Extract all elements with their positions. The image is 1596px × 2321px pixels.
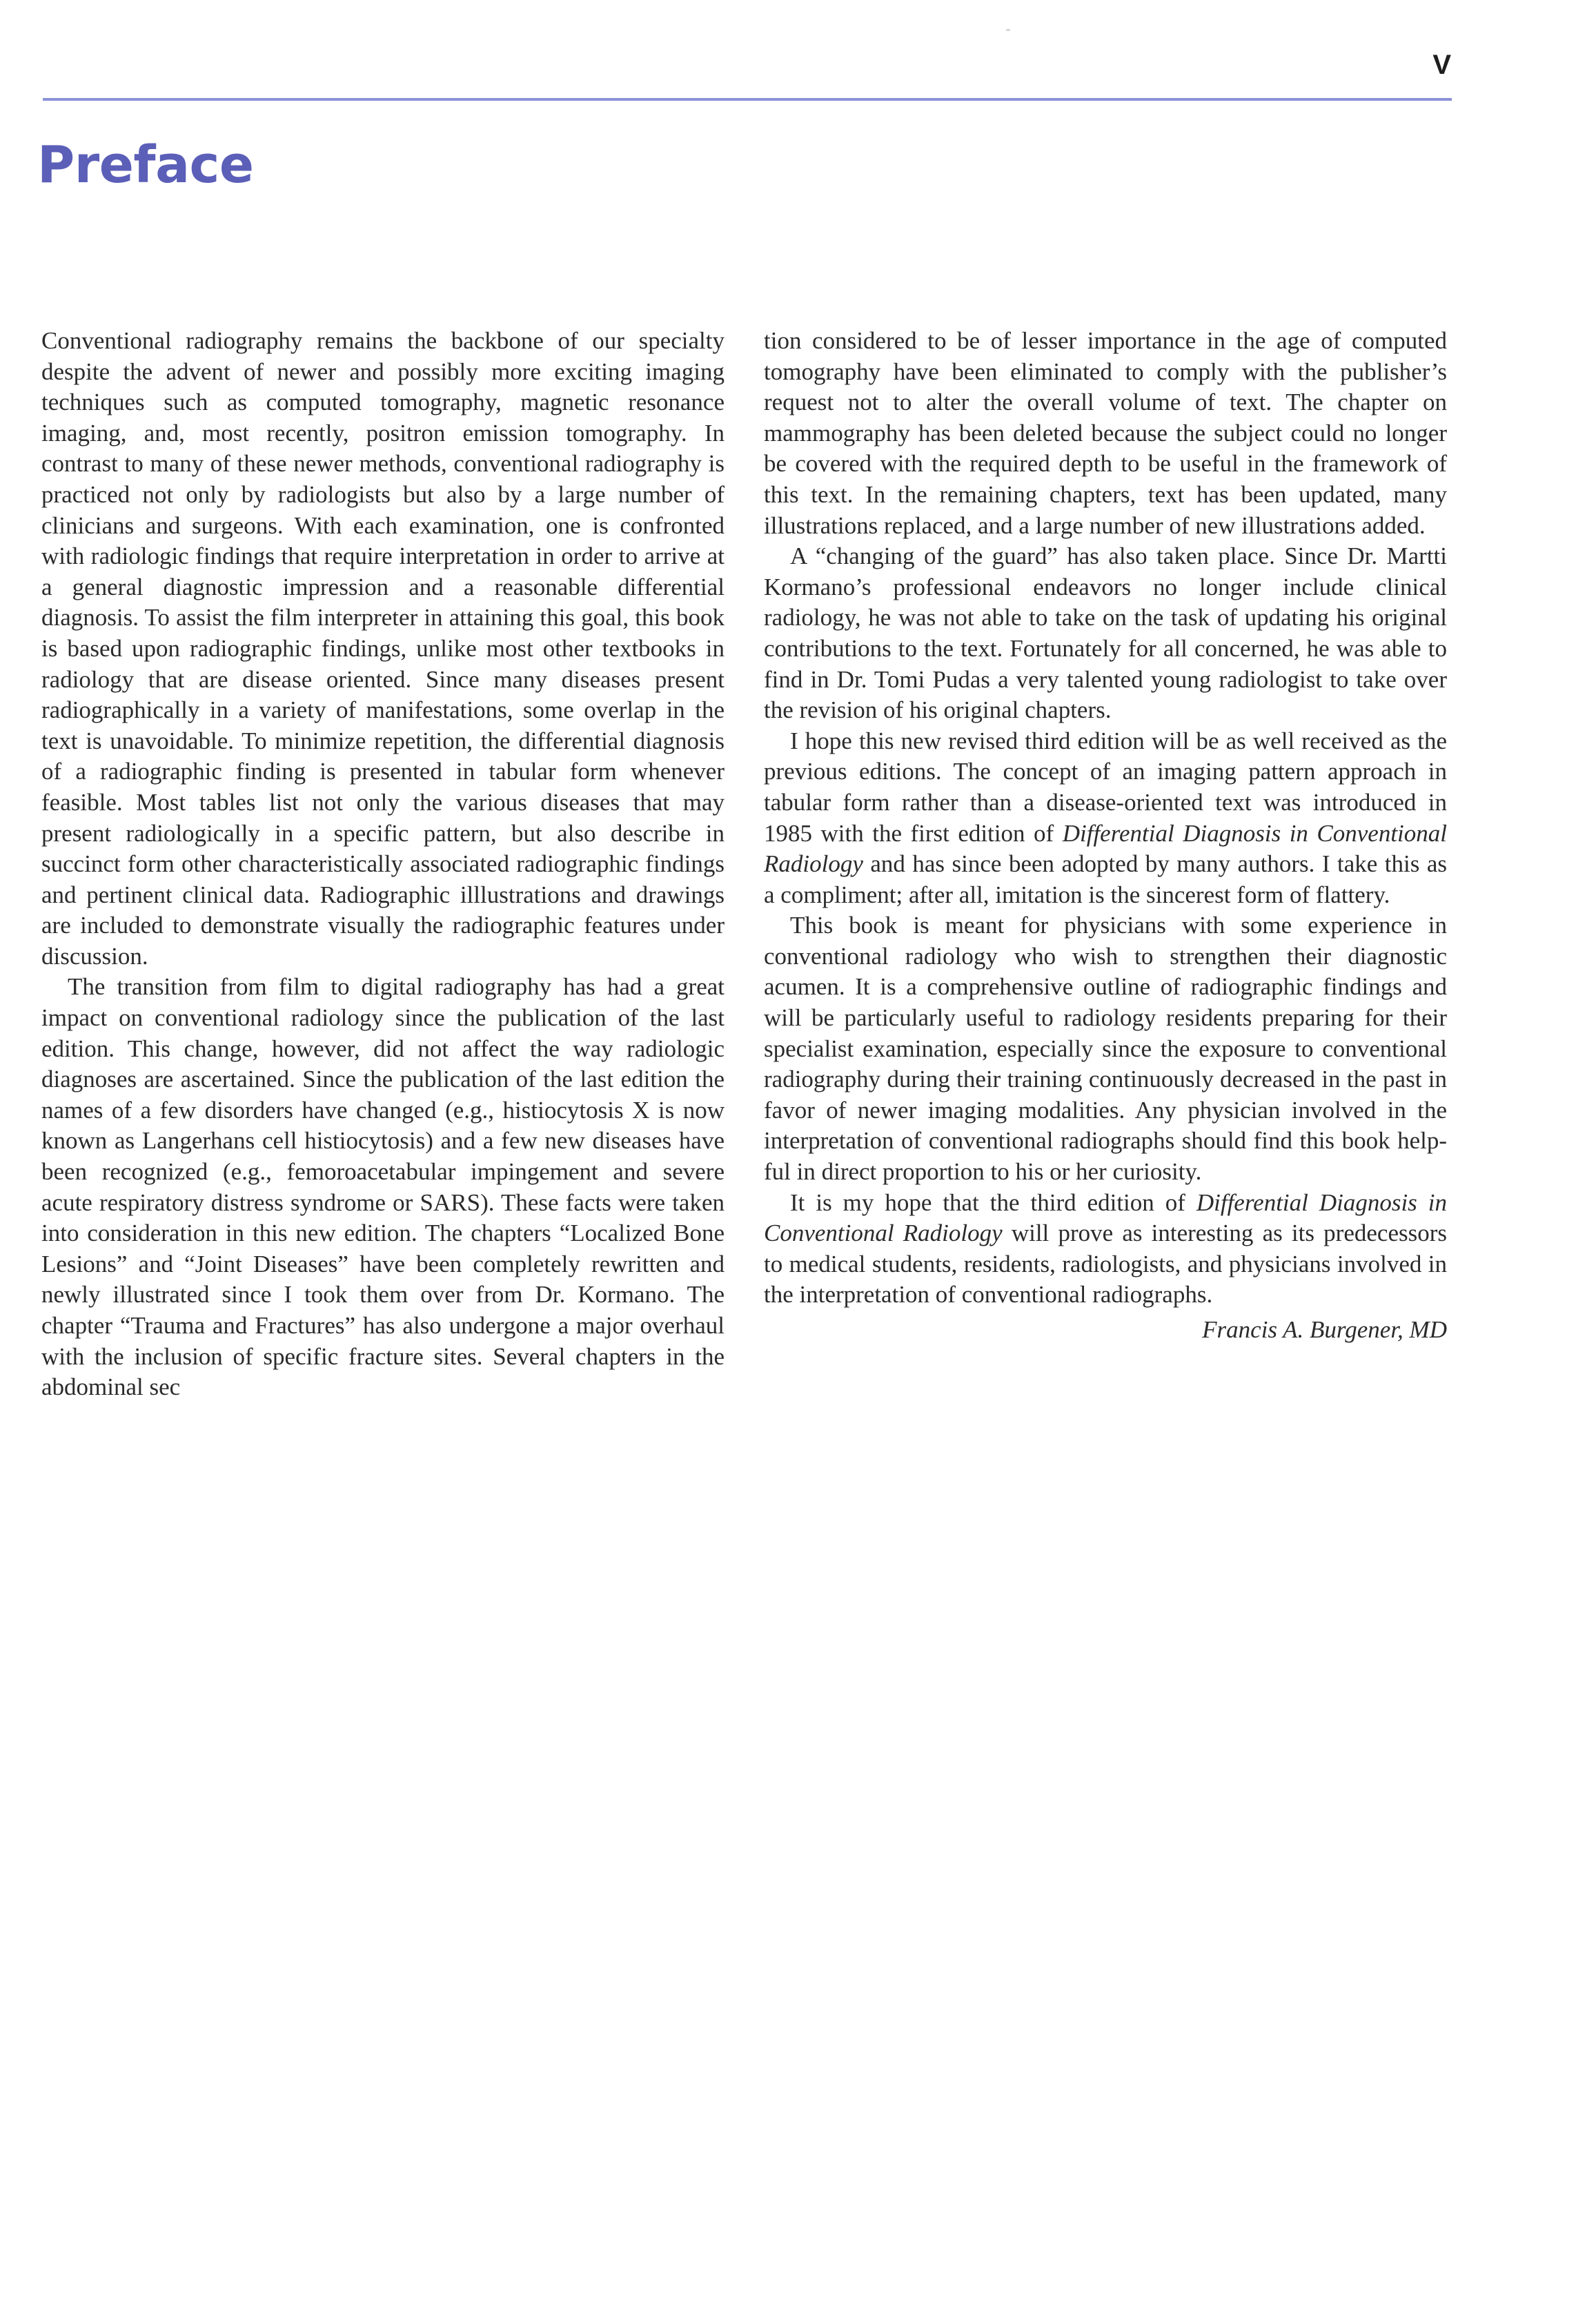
scan-speck — [1006, 29, 1010, 31]
paragraph: This book is meant for physicians with some experience in conventional radiology who wish to strengthen their diagnostic acumen. It is a comprehensive outline of radiographic findings and will be particularly useful to radiology residents preparing for their specialist examination, especially since the exposure to conventional radiography during their training continuously decreased in the past in favor of newer imaging modalities. Any physician involved in the interpretation of conventional radiographs should find this book helpful in direct proportion to his or her curiosity. — [764, 912, 1447, 1186]
paragraph — [764, 1188, 1447, 1311]
paragraph: Conventional radiography remains the backbone of our specialty despite the advent of newer and possibly more exciting imaging techniques such as computed tomography, magnetic resonance imaging, and, most recently, positron emission tomography. In contrast to many of these newer methods, conventional radiography is practiced not only by radiologists but also by a large number of clinicians and surgeons. With each examination, one is confronted with radiologic findings that require interpretation in order to arrive at a general diagnostic impression and a reasonable differential diagnosis. To assist the film interpreter in attaining this goal, this book is based upon radiographic findings, unlike most other textbooks in radiology that are disease oriented. Since many diseases present radiographically in a variety of manifestations, some overlap in the text is unavoidable. To minimize repetition, the differential diagnosis of a radiographic finding is presented in tabular form whenever feasible. Most tables list not only the various diseases that may present radiologically in a specific pattern, but also describe in succinct form other characteristically associated radiographic findings and pertinent clinical data. Radiographic illlustrations and drawings are included to demonstrate visually the radiographic features under discussion. — [41, 327, 725, 970]
paragraph: A “changing of the guard” has also taken place. Since Dr. Martti Kormano’s professional endeavors no longer include clinical radiology, he was not able to take on the task of updating his original contributions to the text. Fortunately for all concerned, he was able to find in Dr. Tomi Pudas a very talented young radiologist to take over the revision of his original chapters. — [764, 542, 1447, 724]
text-span: I hope this new revised third edition will be as well received as the previous editions. The concept of an imaging pattern approach in tabular form rather than a disease-oriented text was introduced in 1985 with the first edition of — [764, 727, 1447, 847]
paragraph — [764, 726, 1447, 911]
text-span: and has since been adopted by many authors. I take this as a compliment; after all, imitation is the sincerest form of flattery. — [764, 850, 1447, 908]
paragraph: tion considered to be of lesser importance in the age of computed tomography have been eliminated to comply with the publisher’s request not to alter the overall volume of text. The chapter on mammography has been deleted because the subject could no longer be covered with the required depth to be useful in the framework of this text. In the remaining chapters, text has been updated, many illustrations replaced, and a large number of new illustrations added. — [764, 327, 1447, 539]
right-column — [764, 326, 1447, 1346]
text-span: It is my hope that the third edition of — [790, 1188, 1196, 1216]
page-title: Preface — [37, 135, 254, 195]
book-title: Differential Diagnosis in Conventional Radiology — [764, 819, 1447, 878]
author-signature: Francis A. Burgener, MD — [1202, 1316, 1447, 1343]
page-number: V — [1432, 50, 1451, 80]
book-title: Differential Diagnosis in Conventional Radiology — [764, 1188, 1447, 1247]
text-span: will prove as interesting as its predecessors to medical students, residents, radiologists, and physicians involved in the interpretation of conventional radiographs. — [764, 1220, 1447, 1309]
left-column — [41, 326, 725, 1403]
paragraph: The transition from film to digital radiography has had a great impact on conventional radiology since the publication of the last edition. This change, however, did not affect the way radiologic diagnoses are ascertained. Since the publication of the last edition the names of a few disorders have changed (e.g., histiocytosis X is now known as Langerhans cell histiocytosis) and a few new diseases have been recognized (e.g., femoroacetabular impingement and severe acute respiratory distress syndrome or SARS). These facts were taken into consideration in this new edition. The chapters “Localized Bone Lesions” and “Joint Diseases” have been completely rewritten and newly illustrated since I took them over from Dr. Kormano. The chapter “Trauma and Fractures” has also undergone a major overhaul with the inclusion of specific fracture sites. Several chapters in the abdominal sec — [41, 973, 725, 1401]
header-rule — [43, 98, 1452, 101]
